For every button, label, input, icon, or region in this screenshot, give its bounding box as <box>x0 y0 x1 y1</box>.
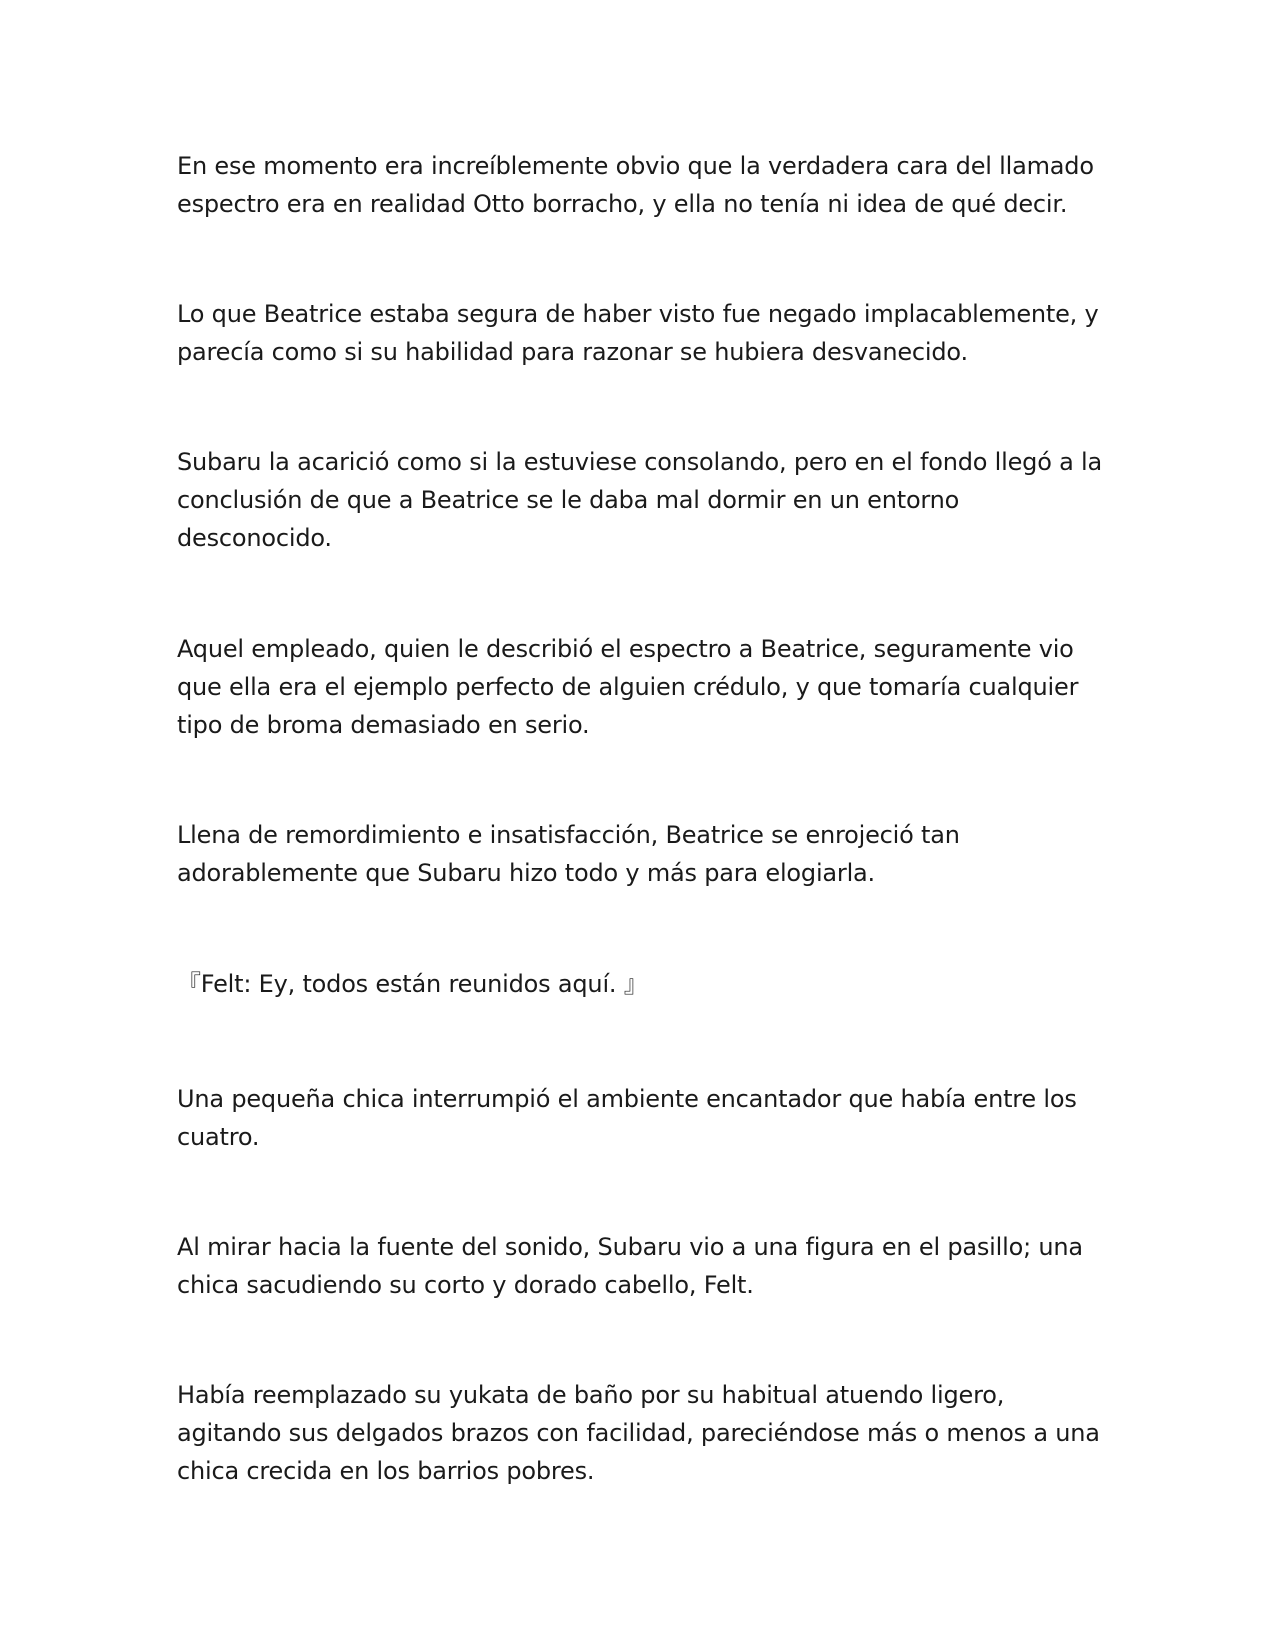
paragraph-2: Lo que Beatrice estaba segura de haber visto fue negado implacablemente, y parecía como si su habilidad para razonar se hubiera desvanecido. <box>177 300 1099 366</box>
dialogue-line: 『Felt: Ey, todos están reunidos aquí. 』 <box>177 970 648 998</box>
paragraph-5: Llena de remordimiento e insatisfacción, Beatrice se enrojeció tan adorablemente que Subaru hizo todo y más para elogiarla. <box>177 821 960 887</box>
paragraph-3: Subaru la acarició como si la estuviese consolando, pero en el fondo llegó a la conclusión de que a Beatrice se le daba mal dormir en un entorno desconocido. <box>177 448 1103 552</box>
paragraph-7: Una pequeña chica interrumpió el ambiente encantador que había entre los cuatro. <box>177 1085 1077 1151</box>
paragraph-9: Había reemplazado su yukata de baño por su habitual atuendo ligero, agitando sus delgados brazos con facilidad, pareciéndose más o menos a una chica crecida en los barrios pobres. <box>177 1381 1100 1485</box>
paragraph-1: En ese momento era increíblemente obvio que la verdadera cara del llamado espectro era en realidad Otto borracho, y ella no tenía ni idea de qué decir. <box>177 152 1094 218</box>
paragraph-4: Aquel empleado, quien le describió el espectro a Beatrice, seguramente vio que ella era el ejemplo perfecto de alguien crédulo, y que tomaría cualquier tipo de broma demasiado en serio. <box>177 635 1079 739</box>
paragraph-8: Al mirar hacia la fuente del sonido, Subaru vio a una figura en el pasillo; una chica sacudiendo su corto y dorado cabello, Felt. <box>177 1233 1083 1299</box>
